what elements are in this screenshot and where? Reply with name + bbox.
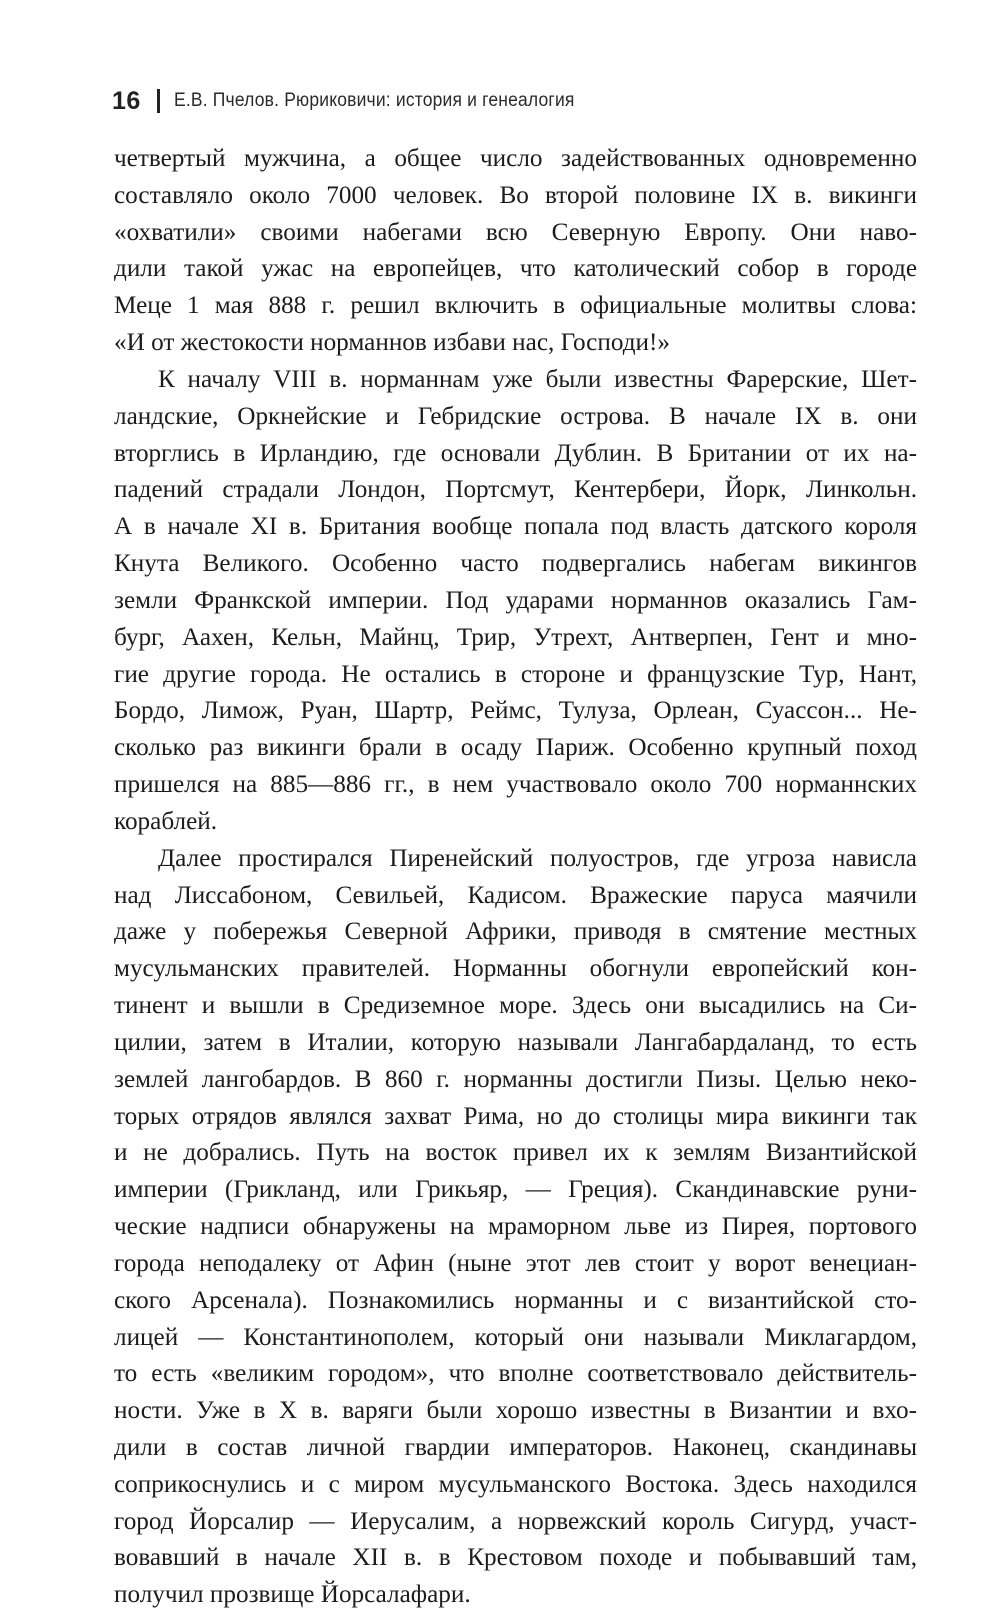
- text-line: даже у побережья Северной Африки, приводя в смятение местных: [114, 918, 917, 946]
- text-line: получил прозвище Йорсалафари.: [114, 1581, 471, 1609]
- text-line: соприкоснулись и с миром мусульманского Востока. Здесь находился: [114, 1470, 917, 1498]
- text-line: ности. Уже в X в. варяги были хорошо известны в Византии и вхо-: [114, 1397, 917, 1425]
- text-line: составляло около 7000 человек. Во второй половине IX в. викинги: [114, 181, 917, 209]
- running-head: [112, 84, 609, 118]
- text-line: империи (Грикланд, или Грикьяр, — Греция). Скандинавские руни-: [114, 1176, 917, 1204]
- text-line: Бордо, Лимож, Руан, Шартр, Реймс, Тулуза, Орлеан, Суассон... Не-: [114, 697, 917, 725]
- text-line: четвертый мужчина, а общее число задействованных одновременно: [114, 145, 917, 172]
- text-line: К началу VIII в. норманнам уже были известны Фарерские, Шет-: [158, 365, 917, 393]
- text-line: Далее простирался Пиренейский полуостров, где угроза нависла: [158, 844, 917, 872]
- text-line: города неподалеку от Афин (ныне этот лев стоит у ворот венециан-: [114, 1249, 917, 1277]
- page-number: 16: [112, 86, 141, 115]
- text-line: над Лиссабоном, Севильей, Кадисом. Вражеские паруса маячили: [114, 881, 917, 909]
- text-line: Меце 1 мая 888 г. решил включить в официальные молитвы слова:: [114, 292, 917, 320]
- running-title: Е.В. Пчелов. Рюриковичи: история и генеалогия: [173, 90, 575, 111]
- text-line: землей лангобардов. В 860 г. норманны достигли Пизы. Целью неко-: [114, 1065, 917, 1093]
- body-text: [114, 141, 917, 1614]
- header-divider: [157, 89, 160, 113]
- text-line: Кнута Великого. Особенно часто подвергались набегам викингов: [114, 550, 917, 578]
- text-line: вовавший в начале XII в. в Крестовом походе и побывавший там,: [114, 1544, 917, 1572]
- text-line: мусульманских правителей. Норманны обогнули европейский кон-: [114, 955, 917, 983]
- text-line: ландские, Оркнейские и Гебридские острова. В начале IX в. они: [114, 402, 917, 430]
- text-line: дили в состав личной гвардии императоров. Наконец, скандинавы: [114, 1433, 917, 1461]
- text-line: «охватили» своими набегами всю Северную Европу. Они наво-: [114, 218, 917, 246]
- text-line: А в начале XI в. Британия вообще попала под власть датского короля: [114, 513, 917, 541]
- text-line: гие другие города. Не остались в стороне и французские Тур, Нант,: [114, 660, 917, 688]
- text-line: торых отрядов являлся захват Рима, но до столицы мира викинги так: [114, 1102, 917, 1130]
- text-line: пришелся на 885—886 гг., в нем участвовало около 700 норманнских: [114, 771, 917, 799]
- text-line: то есть «великим городом», что вполне соответствовало действитель-: [114, 1360, 917, 1388]
- text-line: вторглись в Ирландию, где основали Дублин. В Британии от их на-: [114, 439, 917, 467]
- text-line: «И от жестокости норманнов избави нас, Господи!»: [114, 329, 670, 357]
- text-line: ского Арсенала). Познакомились норманны и с византийской сто-: [114, 1286, 917, 1314]
- text-line: земли Франкской империи. Под ударами норманнов оказались Гам-: [114, 586, 917, 614]
- text-line: город Йорсалир — Иерусалим, а норвежский король Сигурд, участ-: [114, 1507, 917, 1535]
- text-line: и не добрались. Путь на восток привел их к землям Византийской: [114, 1139, 917, 1167]
- text-line: кораблей.: [114, 807, 218, 835]
- text-line: тинент и вышли в Средиземное море. Здесь они высадились на Си-: [114, 992, 917, 1020]
- text-line: падений страдали Лондон, Портсмут, Кентербери, Йорк, Линкольн.: [114, 476, 917, 504]
- text-line: сколько раз викинги брали в осаду Париж. Особенно крупный поход: [114, 734, 917, 762]
- text-line: цилии, затем в Италии, которую называли Лангабардаланд, то есть: [114, 1028, 917, 1056]
- text-line: лицей — Константинополем, который они называли Миклагардом,: [114, 1323, 917, 1351]
- text-line: бург, Аахен, Кельн, Майнц, Трир, Утрехт, Антверпен, Гент и мно-: [114, 623, 917, 651]
- text-line: дили такой ужас на европейцев, что католический собор в городе: [114, 255, 917, 283]
- text-line: ческие надписи обнаружены на мраморном льве из Пирея, портового: [114, 1213, 917, 1241]
